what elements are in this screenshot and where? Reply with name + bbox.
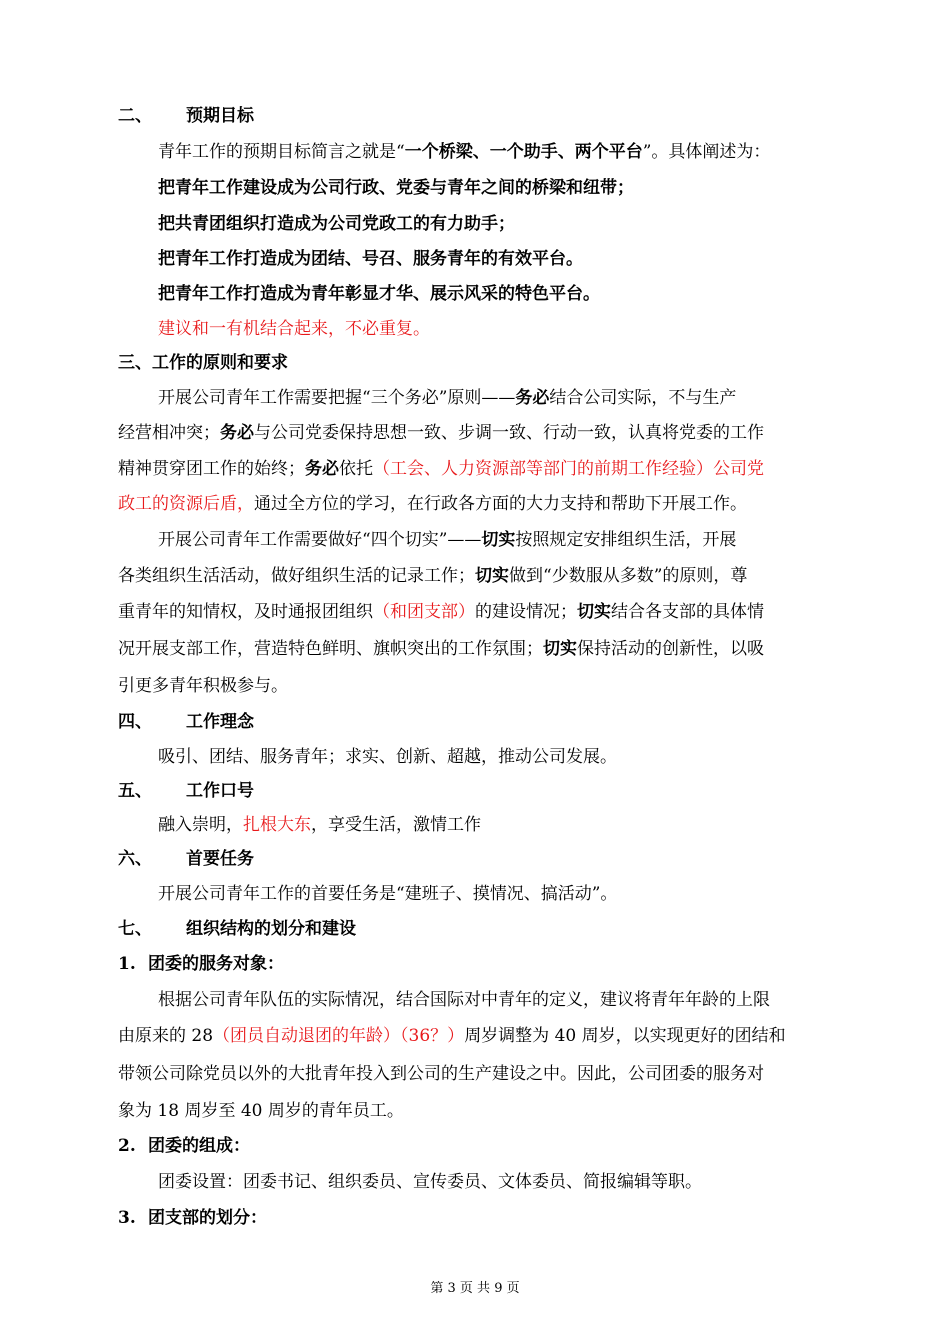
subsection-number: 1. bbox=[118, 954, 136, 974]
paragraph-line bbox=[158, 140, 878, 164]
red-annotation: 扎根大东 bbox=[243, 815, 311, 835]
section-title: 预期目标 bbox=[186, 106, 254, 126]
paragraph-line bbox=[158, 386, 878, 410]
section-title: 工作口号 bbox=[186, 781, 254, 801]
text-run: 经营相冲突； bbox=[118, 423, 220, 443]
bold-text: 务必 bbox=[220, 423, 254, 443]
text-run: 由原来的 28 bbox=[118, 1026, 214, 1046]
text-run: 按照规定安排组织生活，开展 bbox=[515, 530, 737, 550]
paragraph-line bbox=[118, 421, 838, 445]
paragraph-line: 根据公司青年队伍的实际情况，结合国际对中青年的定义，建议将青年年龄的上限 bbox=[158, 990, 770, 1010]
goal-item: 把青年工作打造成为团结、号召、服务青年的有效平台。 bbox=[158, 249, 583, 269]
section-heading-4 bbox=[118, 710, 838, 734]
text-run: 做到“少数服从多数”的原则，尊 bbox=[509, 566, 748, 586]
red-annotation: （和团支部） bbox=[373, 602, 475, 622]
text-run: ”。具体阐述为： bbox=[642, 142, 771, 162]
section-heading-3: 三、工作的原则和要求 bbox=[118, 353, 288, 373]
paragraph-line bbox=[118, 564, 838, 588]
goal-item: 把共青团组织打造成为公司党政工的有力助手； bbox=[158, 214, 515, 234]
bold-text: 务必 bbox=[515, 388, 550, 408]
section-heading-2 bbox=[118, 104, 838, 128]
paragraph-line: 带领公司除党员以外的大批青年投入到公司的生产建设之中。因此，公司团委的服务对 bbox=[118, 1064, 764, 1084]
section-number: 七、 bbox=[118, 919, 152, 939]
section-title: 工作理念 bbox=[186, 712, 254, 732]
text-run: 况开展支部工作，营造特色鲜明、旗帜突出的工作氛围； bbox=[118, 639, 543, 659]
text-run: 结合公司实际，不与生产 bbox=[549, 388, 737, 408]
text-run: 通过全方位的学习，在行政各方面的大力支持和帮助下开展工作。 bbox=[254, 494, 747, 514]
section-number: 五、 bbox=[118, 781, 152, 801]
subsection-title: 团支部的划分： bbox=[148, 1208, 267, 1228]
section-heading-7 bbox=[118, 917, 838, 941]
bold-text: 一个桥梁、一个助手、两个平台 bbox=[404, 142, 643, 162]
paragraph-line: 团委设置：团委书记、组织委员、宣传委员、文体委员、简报编辑等职。 bbox=[158, 1172, 702, 1192]
subsection-heading-2 bbox=[118, 1134, 838, 1158]
section-heading-6 bbox=[118, 847, 838, 871]
paragraph-line bbox=[158, 528, 878, 552]
red-annotation: 政工的资源后盾， bbox=[118, 494, 254, 514]
text-run: 周岁调整为 40 周岁，以实现更好的团结和 bbox=[464, 1026, 786, 1046]
text-run: 重青年的知情权，及时通报团组织 bbox=[118, 602, 373, 622]
section-heading-5 bbox=[118, 779, 838, 803]
bold-text: 切实 bbox=[543, 639, 577, 659]
text-run: 依托 bbox=[339, 459, 373, 479]
text-run: 青年工作的预期目标简言之就是“ bbox=[158, 142, 405, 162]
subsection-title: 团委的服务对象： bbox=[148, 954, 284, 974]
text-run: 精神贯穿团工作的始终； bbox=[118, 459, 305, 479]
bold-text: 切实 bbox=[577, 602, 611, 622]
paragraph-line bbox=[158, 813, 878, 837]
goal-item: 把青年工作打造成为青年彰显才华、展示风采的特色平台。 bbox=[158, 284, 600, 304]
text-run: 开展公司青年工作需要做好“四个切实”—— bbox=[158, 530, 482, 550]
text-run: 开展公司青年工作需要把握“三个务必”原则—— bbox=[158, 388, 516, 408]
paragraph-line bbox=[118, 457, 838, 481]
text-run: ，享受生活，激情工作 bbox=[311, 815, 481, 835]
text-run: 的建设情况； bbox=[475, 602, 577, 622]
text-run: 各类组织生活活动，做好组织生活的记录工作； bbox=[118, 566, 475, 586]
section-number: 六、 bbox=[118, 849, 152, 869]
bold-text: 切实 bbox=[475, 566, 509, 586]
red-annotation: （工会、人力资源部等部门的前期工作经验）公司党 bbox=[373, 459, 764, 479]
paragraph-line bbox=[118, 600, 838, 624]
subsection-heading-3 bbox=[118, 1206, 838, 1230]
page-footer: 第 3 页 共 9 页 bbox=[430, 1281, 520, 1296]
subsection-title: 团委的组成： bbox=[148, 1136, 250, 1156]
section-title: 首要任务 bbox=[186, 849, 254, 869]
section-number: 四、 bbox=[118, 712, 152, 732]
paragraph-line: 开展公司青年工作的首要任务是“建班子、摸情况、搞活动”。 bbox=[158, 884, 618, 904]
section-number: 二、 bbox=[118, 106, 152, 126]
text-run: 与公司党委保持思想一致、步调一致、行动一致，认真将党委的工作 bbox=[254, 423, 764, 443]
subsection-number: 2. bbox=[118, 1136, 136, 1156]
paragraph-line: 引更多青年积极参与。 bbox=[118, 676, 288, 696]
goal-item: 把青年工作建设成为公司行政、党委与青年之间的桥梁和纽带； bbox=[158, 178, 634, 198]
paragraph-line bbox=[118, 492, 838, 516]
text-run: 融入崇明， bbox=[158, 815, 243, 835]
bold-text: 切实 bbox=[481, 530, 516, 550]
subsection-number: 3. bbox=[118, 1208, 136, 1228]
paragraph-line: 吸引、团结、服务青年；求实、创新、超越，推动公司发展。 bbox=[158, 747, 617, 767]
bold-text: 务必 bbox=[305, 459, 339, 479]
text-run: 结合各支部的具体情 bbox=[611, 602, 764, 622]
section-title: 组织结构的划分和建设 bbox=[186, 919, 356, 939]
red-annotation: （团员自动退团的年龄）（36？） bbox=[213, 1026, 465, 1046]
subsection-heading-1 bbox=[118, 952, 838, 976]
paragraph-line bbox=[118, 637, 838, 661]
red-annotation: 建议和一有机结合起来，不必重复。 bbox=[158, 319, 430, 339]
paragraph-line: 象为 18 周岁至 40 周岁的青年员工。 bbox=[118, 1101, 404, 1121]
text-run: 保持活动的创新性，以吸 bbox=[577, 639, 764, 659]
paragraph-line bbox=[118, 1024, 838, 1048]
